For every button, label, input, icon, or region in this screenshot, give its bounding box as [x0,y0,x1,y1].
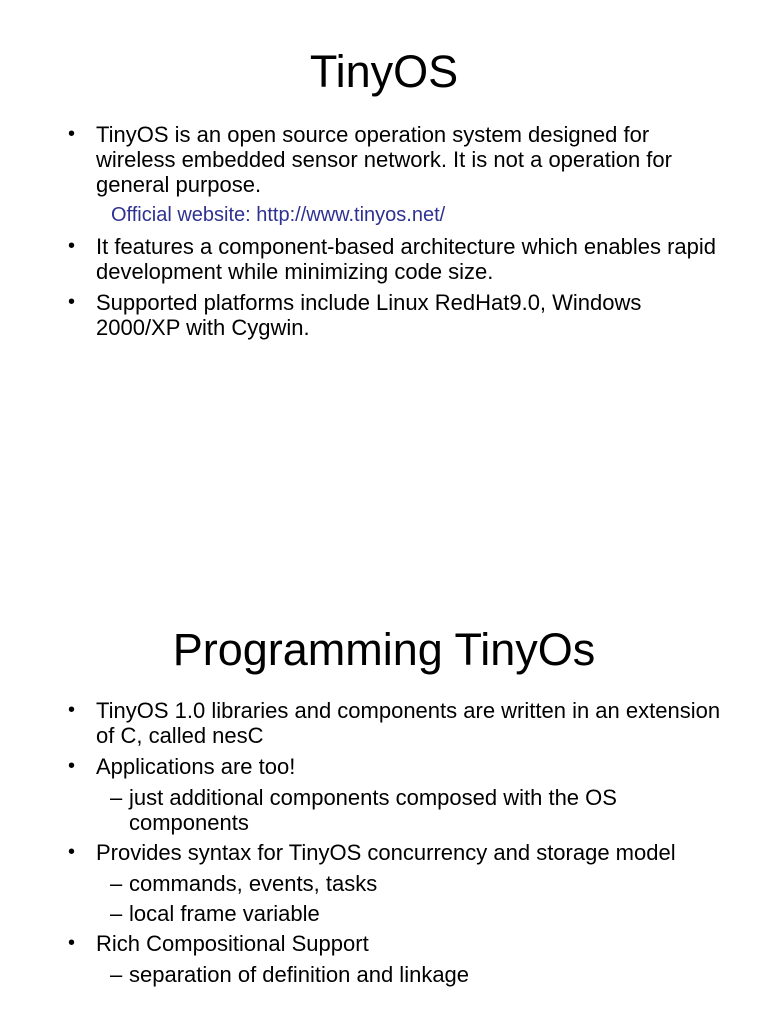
bullet-text: Supported platforms include Linux RedHat9.0, Windows 2000/XP with Cygwin. [96,290,642,340]
bullet-item [66,840,726,865]
bullet-text: It features a component-based architecture which enables rapid development while minimizing code size. [96,234,717,284]
bullet-item [66,122,726,197]
bullet-item [66,290,726,340]
sub-item-text: just additional components composed with the OS components [129,785,617,835]
sub-item [66,901,726,926]
slide-body [66,122,726,346]
bullet-item [66,754,726,779]
bullet-text: Rich Compositional Support [96,931,369,956]
bullet-text: TinyOS 1.0 libraries and components are written in an extension of C, called nesC [96,698,721,748]
slide-title: TinyOS [309,46,459,97]
bullet-text: TinyOS is an open source operation system designed for wireless embedded sensor network. It is not a operation for general purpose. [96,122,672,197]
bullet-icon: • [68,235,76,257]
bullet-icon: • [68,841,76,863]
sub-item-text: commands, events, tasks [129,871,378,896]
sub-item-text: local frame variable [129,901,320,926]
bullet-icon: • [68,755,76,777]
bullet-icon: • [68,699,76,721]
sub-item [66,962,726,987]
bullet-item [66,931,726,956]
dash-icon: – [110,785,123,810]
official-website-link[interactable]: Official website: http://www.tinyos.net/ [111,204,446,226]
slide-body [66,698,726,992]
dash-icon: – [110,901,123,926]
bullet-item [66,698,726,748]
bullet-icon: • [68,291,76,313]
dash-icon: – [110,871,123,896]
dash-icon: – [110,962,123,987]
bullet-item [66,234,726,284]
bullet-text: Applications are too! [96,754,296,779]
sub-item-text: separation of definition and linkage [129,962,470,987]
bullet-icon: • [68,932,76,954]
sub-item [66,871,726,896]
bullet-icon: • [68,123,76,145]
slide-programming-tinyos [0,512,768,1024]
slide-title: Programming TinyOs [172,624,596,675]
sub-item [66,785,726,835]
bullet-text: Provides syntax for TinyOS concurrency and storage model [96,840,676,865]
